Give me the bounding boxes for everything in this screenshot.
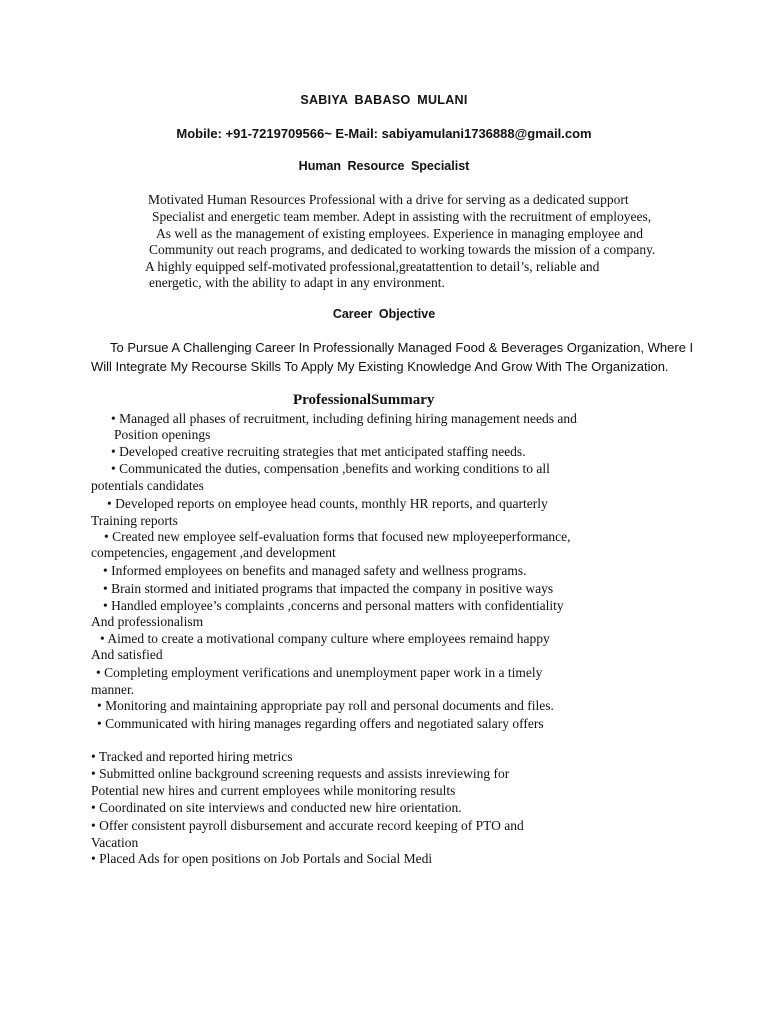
bullet-line: • Completing employment verifications and unemployment paper work in a timely bbox=[96, 665, 543, 680]
bullet-line: potentials candidates bbox=[91, 478, 204, 493]
bullet-line: • Brain stormed and initiated programs that impacted the company in positive ways bbox=[103, 581, 554, 596]
bullet-line: • Coordinated on site interviews and conducted new hire orientation. bbox=[91, 800, 462, 815]
bullet-line: • Handled employee’s complaints ,concerns and personal matters with confidentiality bbox=[103, 598, 564, 613]
summary-line: Community out reach programs, and dedicated to working towards the mission of a company. bbox=[149, 242, 656, 257]
job-title: Human Resource Specialist bbox=[298, 159, 470, 173]
bullet-line: Vacation bbox=[91, 835, 139, 850]
bullet-line: • Developed reports on employee head counts, monthly HR reports, and quarterly bbox=[107, 496, 548, 511]
bullet-line: • Placed Ads for open positions on Job Portals and Social Medi bbox=[91, 851, 433, 866]
bullet-line: • Communicated the duties, compensation ,benefits and working conditions to all bbox=[111, 461, 550, 476]
bullet-line: And satisfied bbox=[91, 647, 163, 662]
bullet-line: • Managed all phases of recruitment, including defining hiring management needs and bbox=[111, 411, 577, 426]
bullet-line: manner. bbox=[91, 682, 135, 697]
summary-line: energetic, with the ability to adapt in any environment. bbox=[149, 275, 445, 290]
bullet-line: • Offer consistent payroll disbursement and accurate record keeping of PTO and bbox=[91, 818, 524, 833]
bullet-line: • Communicated with hiring manages regarding offers and negotiated salary offers bbox=[97, 716, 544, 731]
candidate-name: SABIYA BABASO MULANI bbox=[300, 93, 468, 107]
objective-line: To Pursue A Challenging Career In Professionally Managed Food & Beverages Organization, Where I bbox=[110, 340, 694, 355]
bullet-line: • Tracked and reported hiring metrics bbox=[91, 749, 293, 764]
bullet-line: • Submitted online background screening requests and assists inreviewing for bbox=[91, 766, 510, 781]
bullet-line: And professionalism bbox=[91, 614, 204, 629]
objective-line: Will Integrate My Recourse Skills To Apply My Existing Knowledge And Grow With The Organization. bbox=[91, 359, 669, 374]
summary-line: Specialist and energetic team member. Adept in assisting with the recruitment of employees, bbox=[152, 209, 652, 224]
bullet-line: • Monitoring and maintaining appropriate pay roll and personal documents and files. bbox=[97, 698, 554, 713]
bullet-line: • Created new employee self-evaluation forms that focused new mployeeperformance, bbox=[104, 529, 571, 544]
summary-line: Motivated Human Resources Professional with a drive for serving as a dedicated support bbox=[148, 192, 629, 207]
career-objective-heading: Career Objective bbox=[332, 307, 436, 321]
bullet-line: competencies, engagement ,and development bbox=[91, 545, 336, 560]
professional-summary-heading: ProfessionalSummary bbox=[293, 392, 435, 408]
bullet-line: • Aimed to create a motivational company culture where employees remaind happy bbox=[100, 631, 550, 646]
bullet-line: • Informed employees on benefits and managed safety and wellness programs. bbox=[103, 563, 527, 578]
contact-line: Mobile: +91-7219709566~ E-Mail: sabiyamulani1736888@gmail.com bbox=[176, 126, 592, 141]
summary-line: As well as the management of existing employees. Experience in managing employee and bbox=[156, 226, 643, 241]
bullet-line: Position openings bbox=[114, 427, 211, 442]
bullet-line: Training reports bbox=[91, 513, 178, 528]
bullet-line: • Developed creative recruiting strategies that met anticipated staffing needs. bbox=[111, 444, 526, 459]
bullet-line: Potential new hires and current employees while monitoring results bbox=[91, 783, 456, 798]
summary-line: A highly equipped self-motivated professional,greatattention to detail’s, reliable and bbox=[145, 259, 600, 274]
